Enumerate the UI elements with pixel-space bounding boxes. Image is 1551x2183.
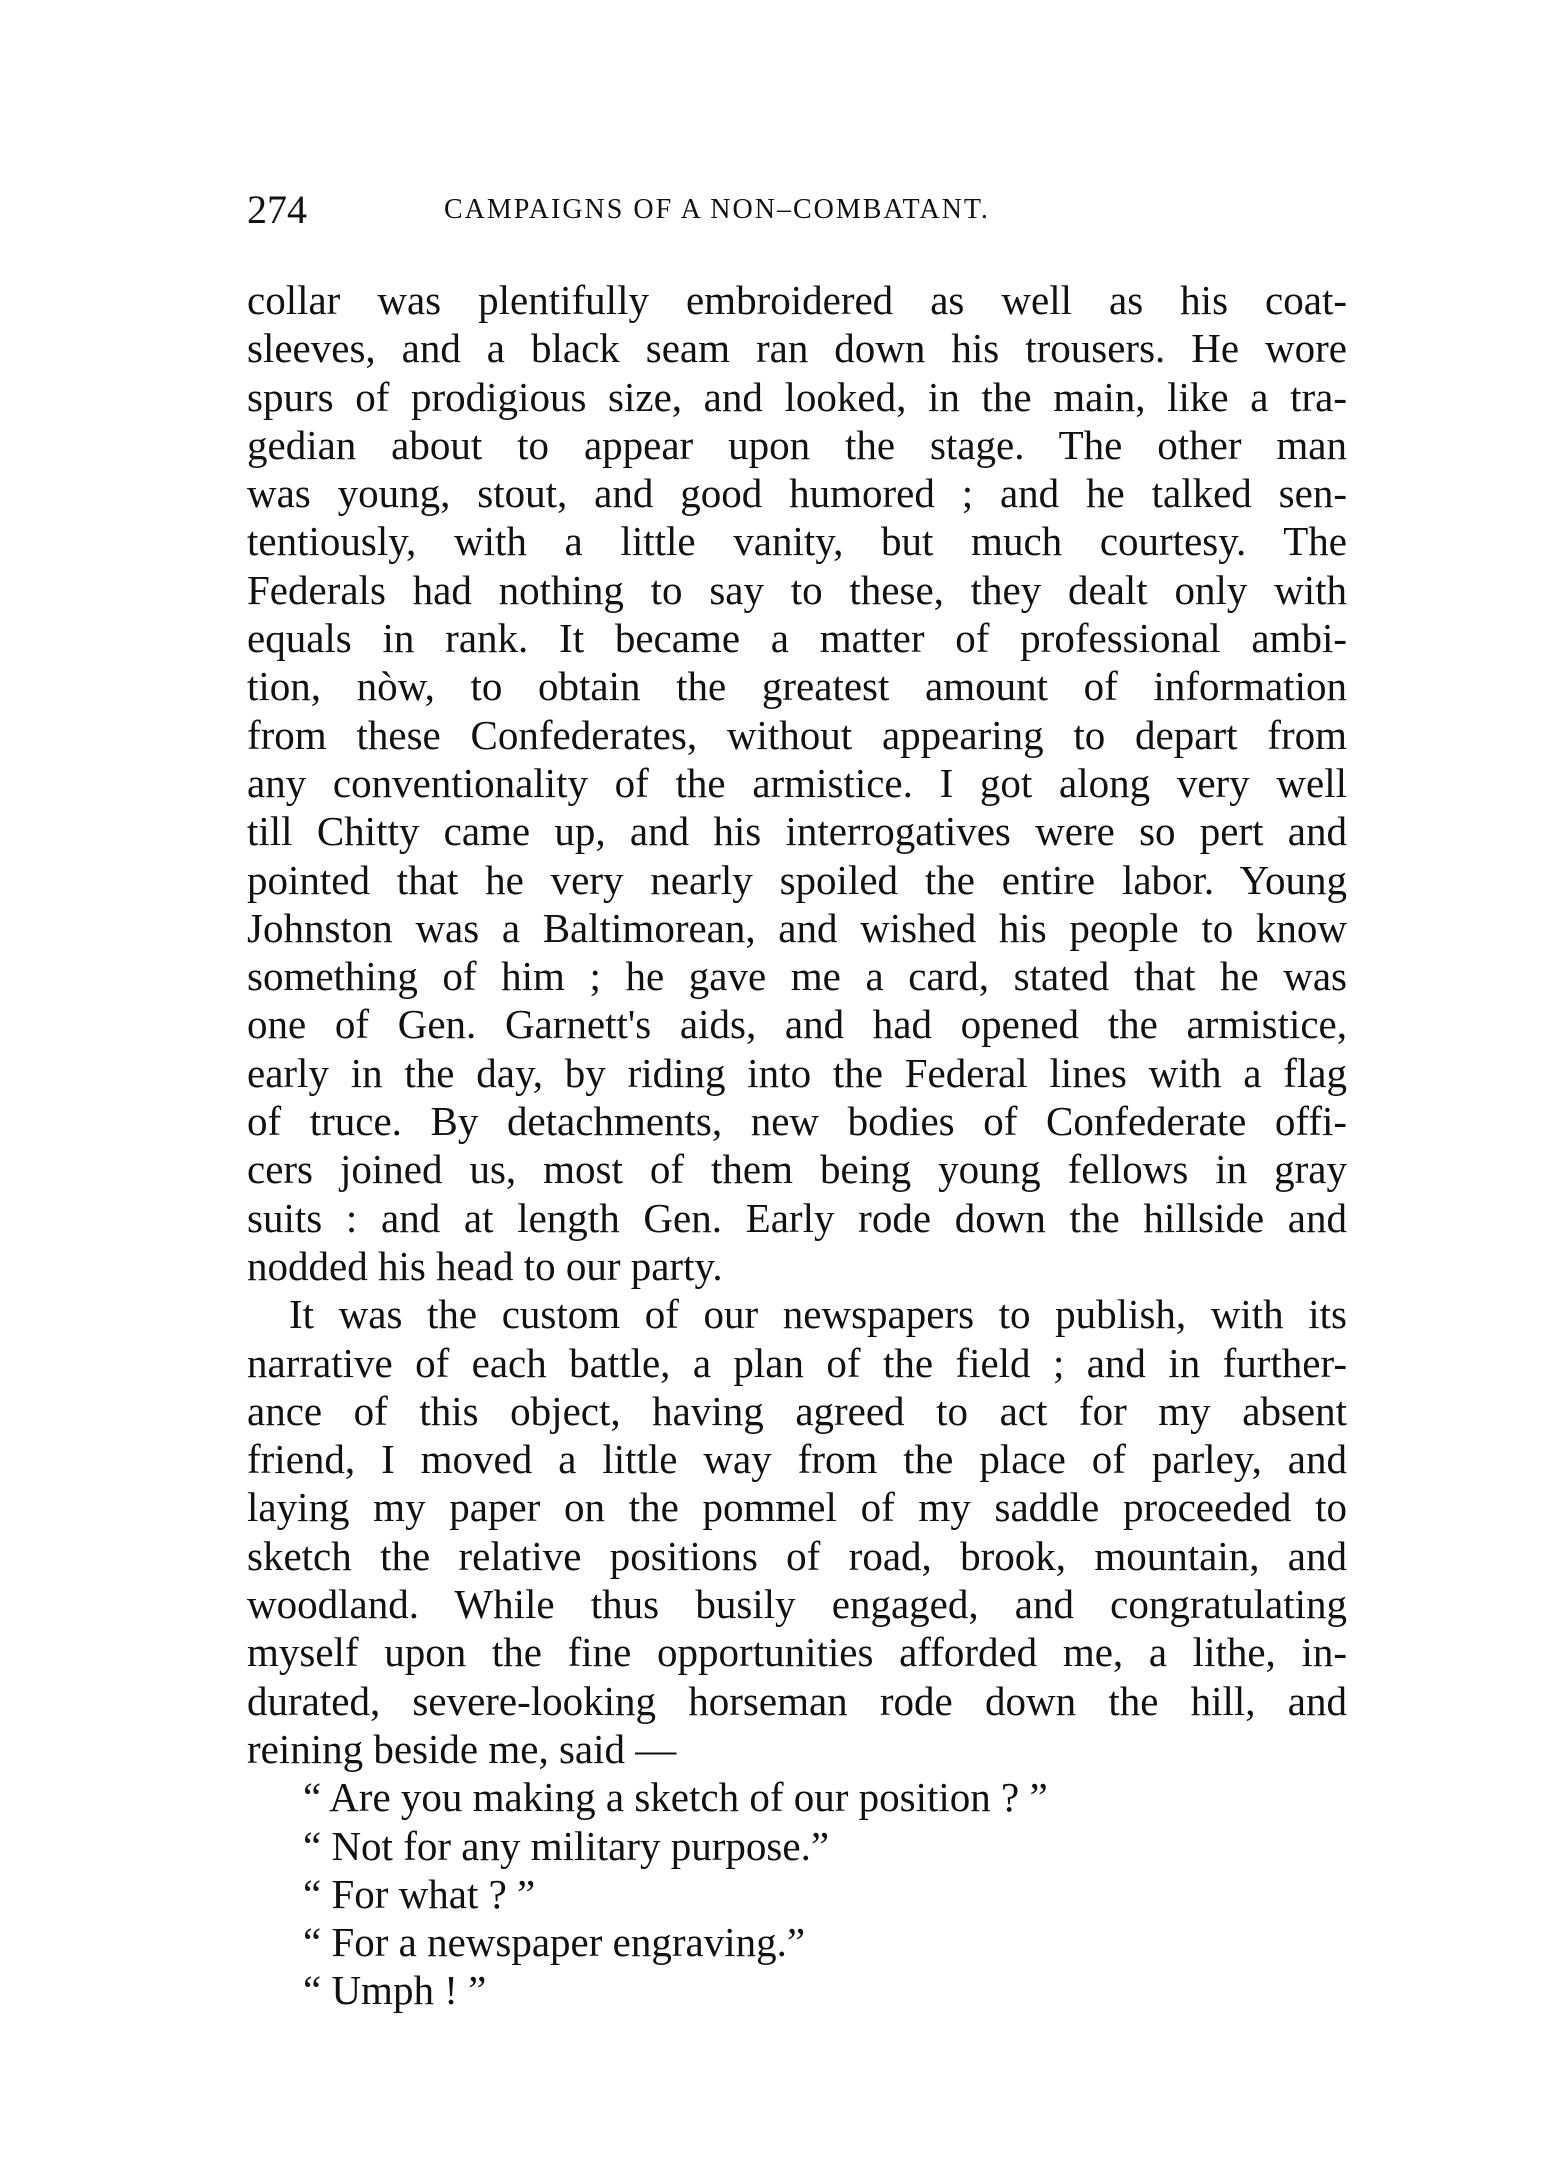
text-line: spurs of prodigious size, and looked, in the main, like a tra- [247,373,1347,420]
text-line: pointed that he very nearly spoiled the entire labor. Young [247,856,1347,903]
text-line: equals in rank. It became a matter of professional ambi- [247,615,1347,662]
text-line: friend, I moved a little way from the place of parley, and [247,1436,1347,1483]
text-line: It was the custom of our newspapers to publish, with its [289,1291,1347,1338]
running-header [247,186,1347,236]
running-title: CAMPAIGNS OF A NON–COMBATANT. [444,194,990,225]
text-line: durated, severe-looking horseman rode down the hill, and [247,1677,1347,1724]
text-line: of truce. By detachments, new bodies of Confederate offi- [247,1098,1347,1145]
text-line: woodland. While thus busily engaged, and congratulating [247,1581,1347,1628]
text-line: something of him ; he gave me a card, stated that he was [247,953,1347,1000]
text-line: tentiously, with a little vanity, but much courtesy. The [247,518,1347,565]
dialogue-line: “ Not for any military purpose.” [303,1822,830,1869]
text-line: reining beside me, said — [247,1725,677,1772]
text-line: sleeves, and a black seam ran down his trousers. He wore [247,325,1347,372]
text-line: Federals had nothing to say to these, they dealt only with [247,566,1347,613]
text-line: narrative of each battle, a plan of the field ; and in further- [247,1339,1347,1386]
dialogue-line: “ Umph ! ” [303,1967,487,2014]
text-line: Johnston was a Baltimorean, and wished his people to know [247,904,1347,951]
text-line: nodded his head to our party. [247,1242,723,1289]
text-line: myself upon the fine opportunities afforded me, a lithe, in- [247,1629,1347,1676]
text-line: till Chitty came up, and his interrogatives were so pert and [247,808,1347,855]
dialogue-line: “ Are you making a sketch of our position ? ” [303,1774,1048,1821]
dialogue-line: “ For a newspaper engraving.” [303,1919,806,1966]
text-line: from these Confederates, without appearing to depart from [247,711,1347,758]
text-line: gedian about to appear upon the stage. The other man [247,421,1347,468]
text-line: collar was plentifully embroidered as well as his coat- [247,277,1347,323]
text-line: was young, stout, and good humored ; and he talked sen- [247,470,1347,517]
page-body [247,276,1347,2015]
text-line: ance of this object, having agreed to act for my absent [247,1387,1347,1434]
text-line: sketch the relative positions of road, brook, mountain, and [247,1532,1347,1579]
dialogue-line: “ For what ? ” [303,1870,536,1917]
text-line: early in the day, by riding into the Federal lines with a flag [247,1049,1347,1096]
text-line: cers joined us, most of them being young fellows in gray [247,1146,1347,1193]
text-line: laying my paper on the pommel of my saddle proceeded to [247,1484,1347,1531]
text-line: suits : and at length Gen. Early rode down the hillside and [247,1194,1347,1241]
page-number: 274 [247,187,307,232]
text-line: any conventionality of the armistice. I got along very well [247,759,1347,806]
text-line: tion, nòw, to obtain the greatest amount of information [247,663,1347,710]
text-line: one of Gen. Garnett's aids, and had opened the armistice, [247,1001,1347,1048]
